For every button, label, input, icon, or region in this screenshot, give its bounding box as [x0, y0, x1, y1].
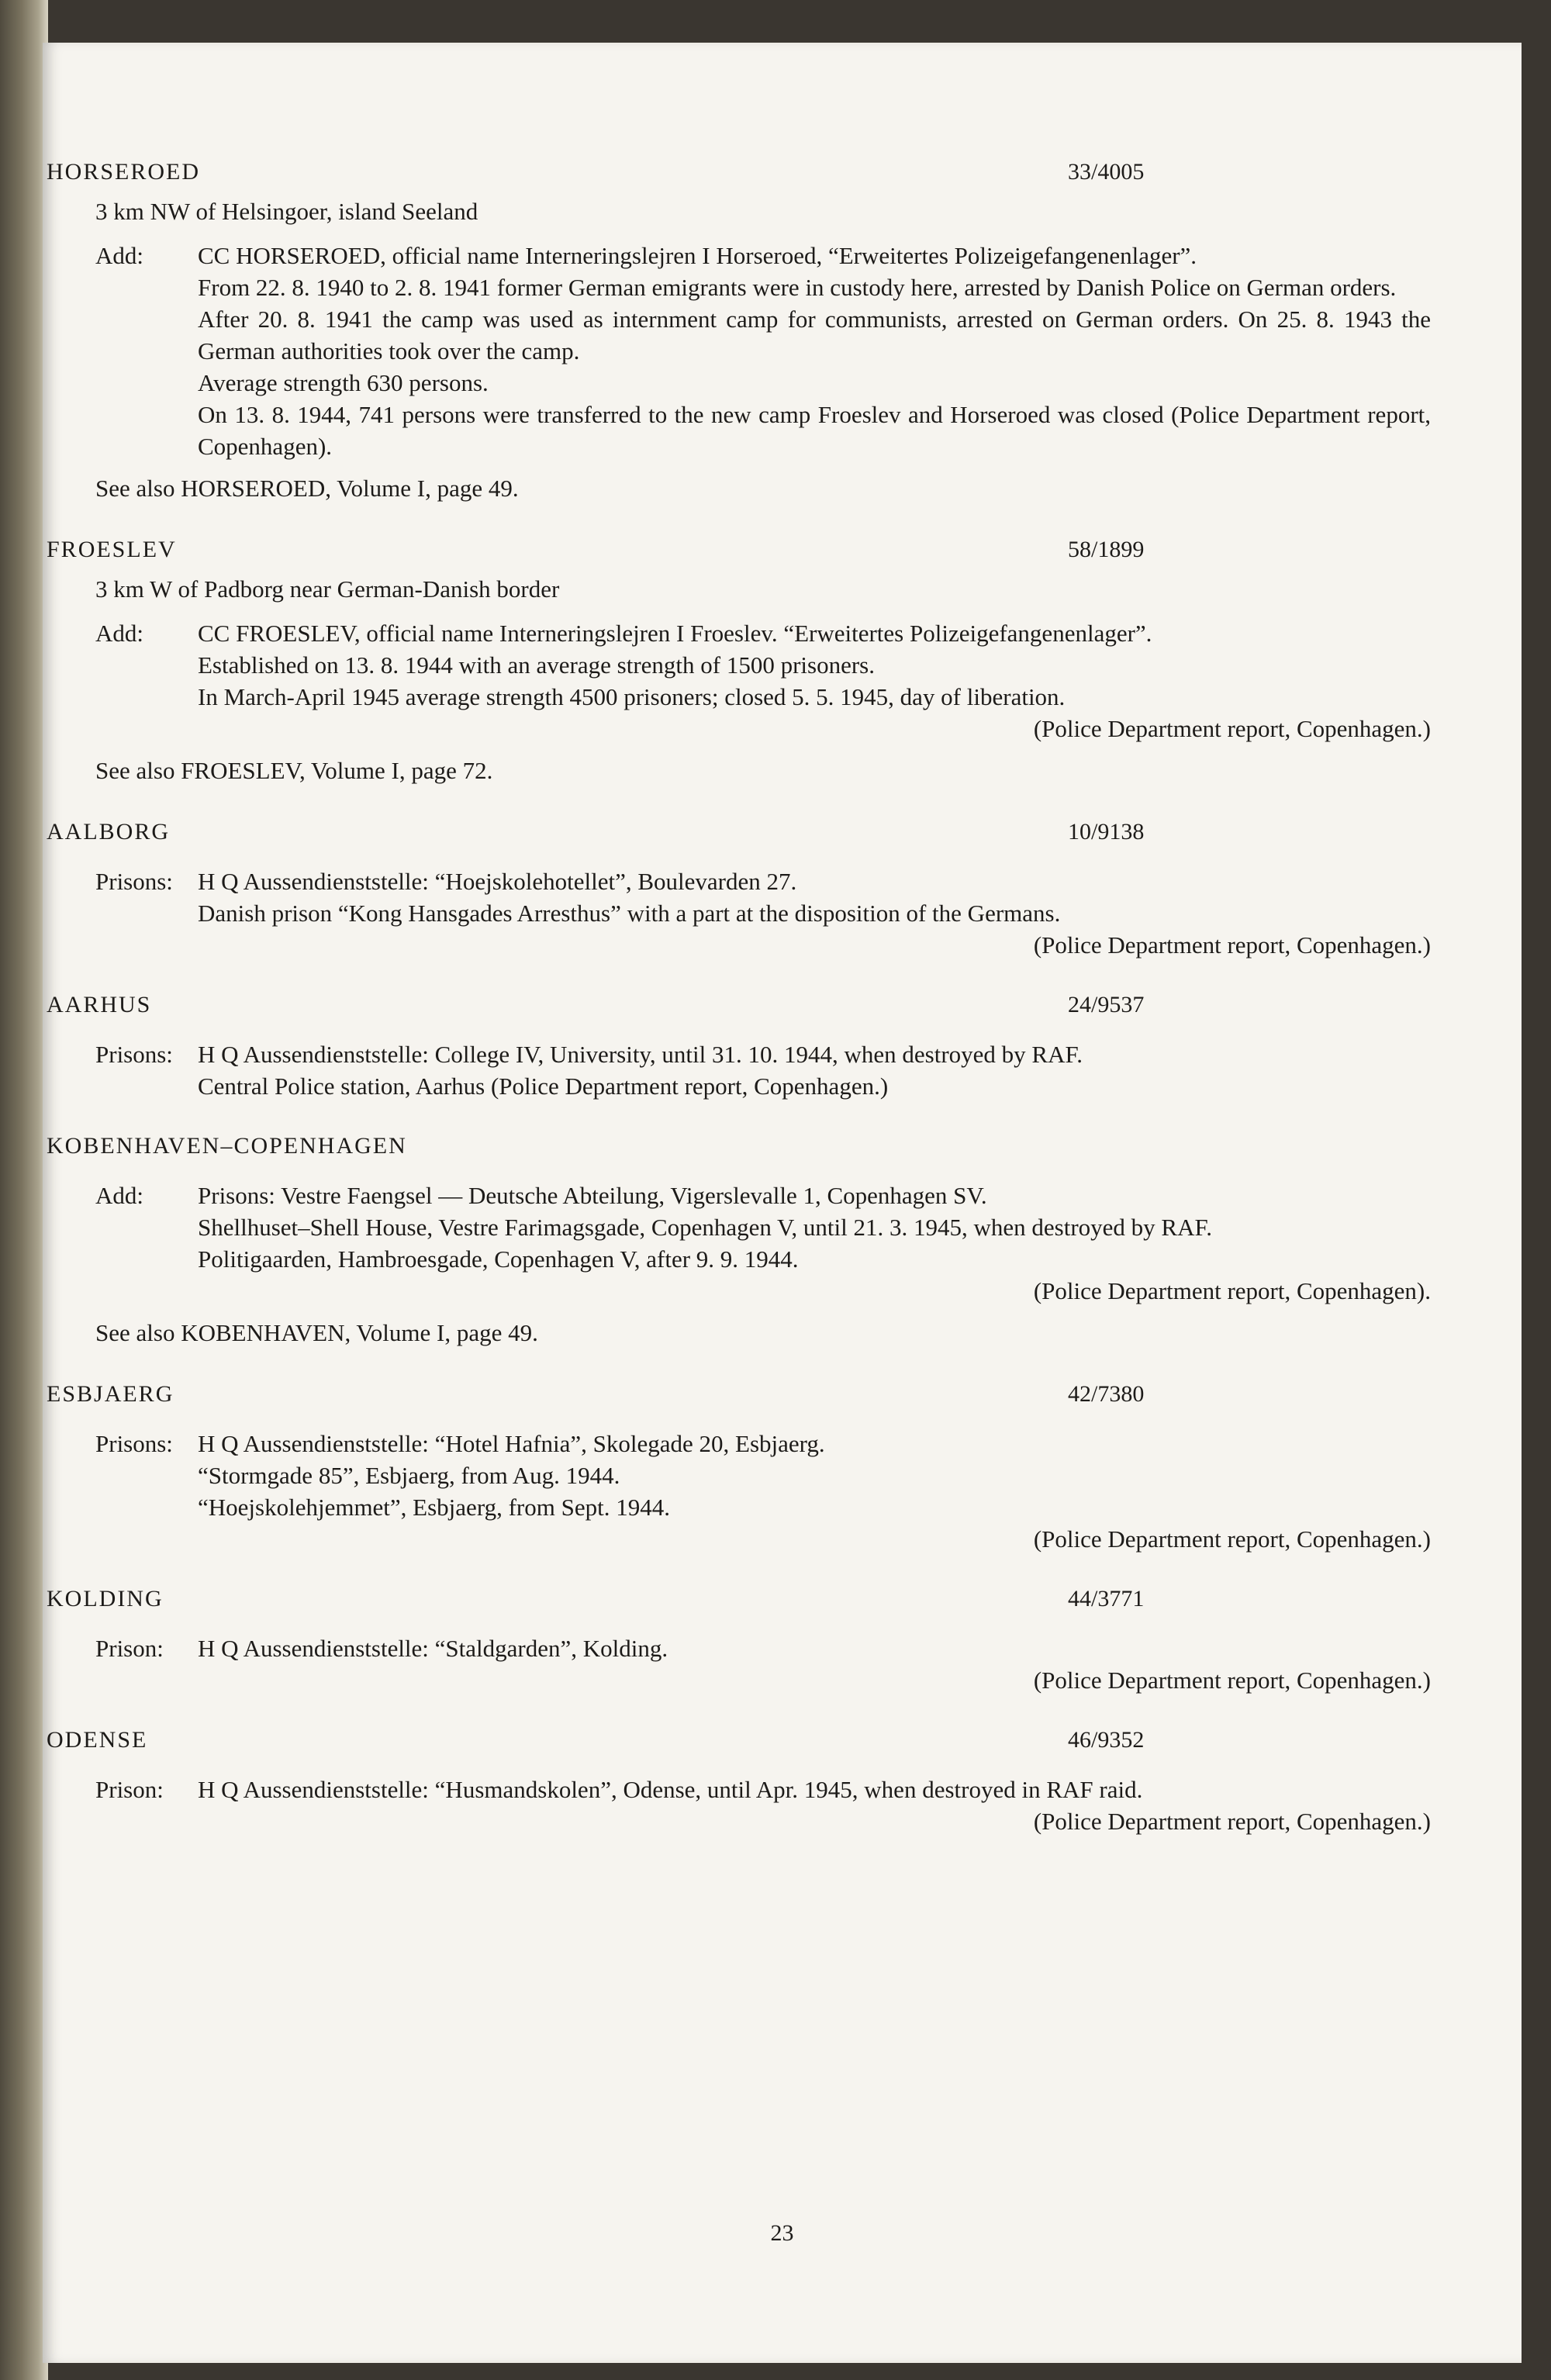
entry-body	[43, 1180, 1522, 1307]
entry-line: Central Police station, Aarhus (Police Department report, Copenhagen.)	[198, 1073, 889, 1100]
source-citation: (Police Department report, Copenhagen.)	[1033, 1808, 1431, 1835]
entry-heading	[43, 537, 1522, 572]
entry-line: “Hoejskolehjemmet”, Esbjaerg, from Sept. 1944.	[198, 1494, 670, 1521]
location-description: 3 km NW of Helsingoer, island Seeland	[95, 198, 478, 225]
entry-line: CC HORSEROED, official name Interneringslejren I Horseroed, “Erweitertes Polizeigefangenenlager”.	[198, 242, 1197, 269]
entry-heading	[43, 1381, 1522, 1417]
entry-line: On 13. 8. 1944, 741 persons were transferred to the new camp Froeslev and Horseroed was closed (Police Department report, Copenhagen).	[198, 401, 1431, 460]
entry-body	[43, 1428, 1522, 1555]
entry-line: H Q Aussendienststelle: “Hotel Hafnia”, Skolegade 20, Esbjaerg.	[198, 1430, 825, 1457]
entry-body	[43, 617, 1522, 744]
entry-body	[43, 1632, 1522, 1696]
place-entry	[43, 159, 1522, 537]
entry-line: Prisons: Vestre Faengsel — Deutsche Abteilung, Vigerslevalle 1, Copenhagen SV.	[198, 1182, 987, 1209]
source-citation: (Police Department report, Copenhagen).	[1033, 1277, 1431, 1304]
entry-line: In March-April 1945 average strength 4500 prisoners; closed 5. 5. 1945, day of liberation.	[198, 683, 1066, 710]
location-description: 3 km W of Padborg near German-Danish border	[95, 575, 560, 603]
page-content	[43, 159, 1522, 1868]
map-reference: 10/9138	[1068, 819, 1145, 845]
entry-label: Prisons:	[95, 1041, 173, 1068]
source-citation: (Police Department report, Copenhagen.)	[1033, 715, 1431, 742]
place-name: HORSEROED	[47, 159, 201, 185]
entry-line: H Q Aussendienststelle: College IV, University, until 31. 10. 1944, when destroyed by RAF.	[198, 1041, 1083, 1068]
place-entry	[43, 1586, 1522, 1727]
entry-line: From 22. 8. 1940 to 2. 8. 1941 former German emigrants were in custody here, arrested by Danish Police on German orders.	[198, 274, 1397, 301]
place-name: AARHUS	[47, 992, 152, 1017]
map-reference: 44/3771	[1068, 1586, 1145, 1611]
entry-heading	[43, 992, 1522, 1028]
place-name: KOBENHAVEN–COPENHAGEN	[47, 1133, 407, 1159]
entry-body	[43, 1038, 1522, 1102]
source-citation: (Police Department report, Copenhagen.)	[1033, 1667, 1431, 1694]
place-name: AALBORG	[47, 819, 171, 845]
place-entry	[43, 1381, 1522, 1586]
see-also-reference: See also KOBENHAVEN, Volume I, page 49.	[95, 1319, 538, 1346]
place-entry	[43, 1727, 1522, 1868]
entry-line: Shellhuset–Shell House, Vestre Farimagsgade, Copenhagen V, until 21. 3. 1945, when destroyed by RAF.	[198, 1214, 1213, 1241]
place-name: FROESLEV	[47, 537, 177, 562]
entry-heading	[43, 1727, 1522, 1763]
see-also-reference: See also FROESLEV, Volume I, page 72.	[95, 757, 493, 784]
book-binding	[0, 0, 48, 2380]
entry-label: Prisons:	[95, 1430, 173, 1457]
place-name: ESBJAERG	[47, 1381, 174, 1407]
entry-label: Prison:	[95, 1635, 164, 1662]
map-reference: 24/9537	[1068, 992, 1145, 1017]
entry-line: H Q Aussendienststelle: “Hoejskolehotellet”, Boulevarden 27.	[198, 868, 797, 895]
place-entry	[43, 537, 1522, 819]
entry-body	[43, 865, 1522, 961]
entry-line: H Q Aussendienststelle: “Staldgarden”, Kolding.	[198, 1635, 668, 1662]
entry-body	[43, 240, 1522, 462]
entry-label: Add:	[95, 242, 143, 269]
entry-heading	[43, 1133, 1522, 1169]
source-citation: (Police Department report, Copenhagen.)	[1033, 931, 1431, 959]
entry-line: CC FROESLEV, official name Interneringslejren I Froeslev. “Erweitertes Polizeigefangenenlager”.	[198, 620, 1152, 647]
place-entry	[43, 992, 1522, 1133]
document-page	[43, 43, 1522, 2363]
place-name: KOLDING	[47, 1586, 164, 1611]
entry-label: Prisons:	[95, 868, 173, 895]
map-reference: 33/4005	[1068, 159, 1145, 185]
place-entry	[43, 819, 1522, 992]
entry-line: H Q Aussendienststelle: “Husmandskolen”, Odense, until Apr. 1945, when destroyed in RAF raid.	[198, 1776, 1143, 1803]
entry-label: Add:	[95, 620, 143, 647]
map-reference: 58/1899	[1068, 537, 1145, 562]
entry-body	[43, 1774, 1522, 1837]
entry-line: Average strength 630 persons.	[198, 369, 489, 396]
map-reference: 46/9352	[1068, 1727, 1145, 1753]
entry-heading	[43, 819, 1522, 855]
entry-heading	[43, 1586, 1522, 1622]
page-number: 23	[770, 2220, 794, 2246]
entry-line: After 20. 8. 1941 the camp was used as internment camp for communists, arrested on German orders. On 25. 8. 1943 the German authorities took over the camp.	[198, 306, 1431, 364]
entry-line: Established on 13. 8. 1944 with an average strength of 1500 prisoners.	[198, 651, 875, 679]
entry-heading	[43, 159, 1522, 195]
see-also-reference: See also HORSEROED, Volume I, page 49.	[95, 475, 519, 502]
entry-line: “Stormgade 85”, Esbjaerg, from Aug. 1944.	[198, 1462, 620, 1489]
place-name: ODENSE	[47, 1727, 148, 1753]
source-citation: (Police Department report, Copenhagen.)	[1033, 1525, 1431, 1553]
entry-label: Prison:	[95, 1776, 164, 1803]
map-reference: 42/7380	[1068, 1381, 1145, 1407]
entry-line: Danish prison “Kong Hansgades Arresthus” with a part at the disposition of the Germans.	[198, 900, 1061, 927]
entry-label: Add:	[95, 1182, 143, 1209]
entry-line: Politigaarden, Hambroesgade, Copenhagen V, after 9. 9. 1944.	[198, 1245, 799, 1273]
place-entry	[43, 1133, 1522, 1381]
